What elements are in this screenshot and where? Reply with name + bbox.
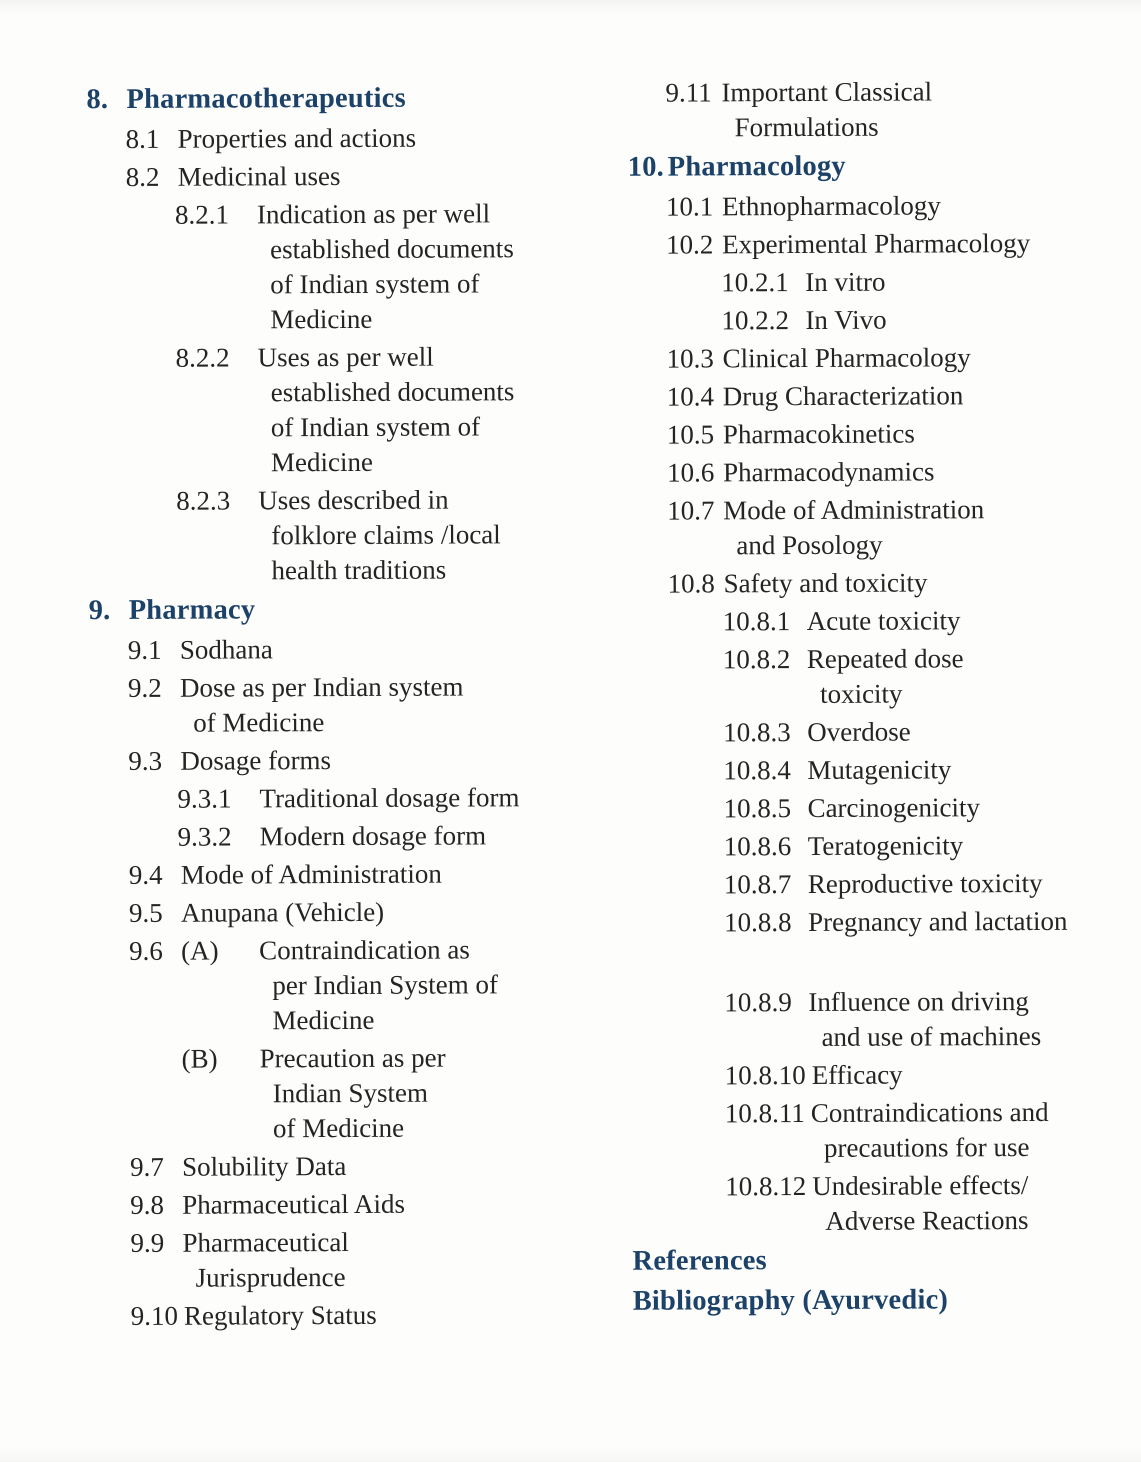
toc-entry [92, 1297, 597, 1334]
entry-text-line: Solubility Data [182, 1150, 347, 1182]
entry-text [723, 565, 1125, 602]
entry-text-line: health traditions [271, 554, 447, 586]
toc-entry [632, 1057, 1128, 1094]
entry-text-line: Indian System [272, 1077, 429, 1109]
toc-entry [90, 856, 595, 893]
entry-text [182, 1148, 596, 1185]
section-heading [89, 591, 594, 628]
toc-entry [90, 932, 595, 1039]
toc-entry [91, 1224, 596, 1296]
entry-text [808, 828, 1127, 864]
entry-text-line: folklore claims /local [271, 519, 501, 551]
entry-text [805, 302, 1124, 338]
toc-entry [629, 565, 1125, 602]
entry-text-line: Influence on driving [808, 986, 1029, 1017]
entry-text [807, 752, 1126, 788]
entry-text-line: of Medicine [193, 707, 325, 738]
toc-entry [87, 120, 592, 157]
entry-text-line: Contraindications and [810, 1096, 1049, 1128]
entry-text-line: of Indian system of [270, 268, 480, 300]
entry-text-line: Medicine [270, 303, 373, 335]
entry-number: 10.2 [666, 229, 714, 260]
entry-text [258, 482, 593, 588]
entry-number: 8.2 [125, 161, 160, 192]
toc-entry [629, 378, 1125, 415]
entry-number: 9.3.1 [177, 783, 232, 814]
entry-number: 8.2.2 [175, 342, 230, 373]
section-title: References [632, 1245, 767, 1277]
toc-entry [631, 828, 1127, 865]
entry-number: 9.3 [128, 745, 163, 776]
entry-number: 9.6 [129, 935, 163, 966]
entry-number: 10.8.12 [725, 1170, 807, 1202]
entry-number: 10.7 [667, 495, 715, 526]
toc-entry [630, 752, 1126, 789]
section-heading [628, 148, 1124, 185]
entry-text-line: Properties and actions [177, 122, 417, 154]
entry-text [807, 714, 1126, 750]
toc-entry [89, 780, 594, 817]
column-gap [631, 942, 1127, 986]
entry-letter-tag: (B) [181, 1043, 218, 1074]
toc-entry [88, 482, 593, 589]
entry-number: 9.11 [665, 77, 712, 108]
toc-entry [89, 669, 594, 741]
entry-letter-tag: (A) [181, 935, 219, 966]
toc-entry [90, 894, 595, 931]
toc-entry [628, 264, 1124, 301]
entry-text-line: Indication as per well [256, 198, 491, 230]
entry-text [723, 378, 1125, 415]
entry-text [811, 1095, 1128, 1166]
entry-text [722, 226, 1124, 263]
entry-number: 9.1 [127, 634, 162, 665]
entry-number: 10.8.2 [722, 644, 791, 675]
section-number: 9. [88, 595, 111, 627]
entry-number: 10.8.5 [723, 793, 792, 824]
toc-entry [629, 416, 1125, 453]
entry-text [257, 196, 593, 337]
entry-text-line: Dosage forms [180, 745, 332, 776]
entry-text-line: Pharmacokinetics [722, 418, 915, 450]
entry-text-line: Pharmacodynamics [722, 456, 935, 488]
section-number: 10. [627, 151, 665, 183]
entry-text [807, 603, 1126, 639]
entry-number: 10.8.8 [723, 907, 792, 938]
toc-entry [632, 1095, 1128, 1167]
entry-text [259, 780, 594, 816]
entry-number: 10.5 [666, 419, 715, 450]
entry-number: 10.2.2 [721, 305, 789, 336]
entry-text [808, 984, 1127, 1055]
entry-text-line: Dose as per Indian system [179, 671, 464, 703]
entry-text [181, 894, 595, 931]
entry-text-line: Uses described in [258, 484, 449, 516]
entry-text-line: Clinical Pharmacology [722, 342, 971, 374]
entry-text-line: Anupana (Vehicle) [180, 896, 385, 928]
entry-text [184, 1297, 597, 1334]
entry-text [181, 856, 595, 893]
entry-text-line: of Indian system of [270, 411, 481, 443]
entry-text [257, 339, 593, 480]
entry-text-line: established documents [270, 376, 515, 408]
entry-number: 10.8.9 [724, 987, 792, 1018]
toc-column-left [86, 76, 596, 1337]
toc-entry [629, 454, 1125, 491]
entry-text-line: Uses as per well [257, 341, 434, 373]
toc-entry [89, 631, 594, 668]
entry-text-line: and Posology [736, 529, 883, 561]
entry-text-line: Undesirable effects/ [812, 1170, 1029, 1201]
entry-number: 9.2 [127, 672, 162, 703]
entry-text-line: Modern dosage form [259, 820, 487, 852]
entry-text [721, 74, 1123, 146]
entry-number: 9.9 [130, 1227, 165, 1258]
entry-text [259, 932, 595, 1038]
toc-entry [631, 866, 1127, 903]
entry-number: 10.8.4 [723, 755, 791, 786]
entry-text [178, 120, 592, 157]
entry-text-line: Medicinal uses [177, 161, 341, 192]
toc-entry [87, 196, 593, 338]
entry-text-line: Precaution as per [259, 1042, 446, 1074]
toc-entry [630, 641, 1126, 713]
section-heading [86, 80, 591, 117]
section-title: Bibliography (Ayurvedic) [632, 1284, 949, 1317]
entry-text [812, 1057, 1128, 1093]
section-heading [632, 1242, 1128, 1279]
entry-text [180, 669, 594, 741]
entry-number: 9.5 [128, 897, 163, 928]
entry-text-line: Teratogenicity [807, 830, 964, 861]
toc-entry [91, 1148, 596, 1185]
entry-text-line: Sodhana [179, 634, 273, 665]
entry-text [812, 1168, 1128, 1239]
entry-text [180, 631, 594, 668]
entry-number: 9.3.2 [177, 821, 232, 852]
toc-entry [628, 188, 1124, 225]
entry-number: 10.4 [666, 381, 715, 412]
toc-entry [631, 984, 1127, 1056]
entry-number: 10.3 [666, 343, 714, 374]
entry-text-line: Traditional dosage form [259, 782, 520, 814]
toc-entry [630, 714, 1126, 751]
section-title: Pharmacology [667, 150, 846, 183]
entry-text-line: toxicity [819, 678, 903, 709]
entry-text [723, 416, 1125, 453]
section-title: Pharmacotherapeutics [126, 82, 406, 115]
entry-text-line: Mutagenicity [807, 754, 952, 785]
entry-number: 8.1 [125, 123, 160, 154]
entry-text-line: Regulatory Status [183, 1299, 377, 1331]
entry-number: 10.8 [667, 568, 715, 599]
toc-column-right [627, 74, 1128, 1324]
section-heading [633, 1282, 1129, 1319]
entry-number: 10.8.3 [723, 717, 791, 748]
entry-number: 8.2.3 [176, 485, 231, 516]
entry-number: 10.6 [666, 457, 715, 488]
entry-text-line: Medicine [270, 446, 374, 478]
entry-number: 10.8.11 [724, 1097, 805, 1129]
entry-number: 10.8.7 [723, 869, 792, 900]
toc-entry [630, 603, 1126, 640]
toc-entry [87, 158, 592, 195]
entry-text-line: In vitro [805, 266, 886, 297]
entry-text [722, 340, 1124, 377]
entry-number: 10.2.1 [721, 267, 789, 298]
entry-text-line: of Medicine [272, 1112, 405, 1144]
entry-text-line: Formulations [734, 111, 879, 143]
entry-text-line: Reproductive toxicity [807, 867, 1043, 899]
entry-text [260, 1040, 596, 1146]
entry-text-line: Contraindication as [259, 934, 470, 966]
entry-text [808, 904, 1127, 940]
entry-text-line: Medicine [272, 1004, 375, 1036]
entry-number: 10.8.10 [724, 1059, 806, 1091]
entry-text-line: Drug Characterization [722, 380, 964, 412]
entry-number: 9.10 [130, 1300, 179, 1331]
toc-entry [628, 226, 1124, 263]
toc-entry [87, 339, 593, 481]
toc-entry [90, 818, 595, 855]
entry-text-line: precautions for use [823, 1132, 1030, 1163]
entry-text-line: per Indian System of [272, 969, 499, 1001]
entry-text [182, 1186, 596, 1223]
entry-text-line: Jurisprudence [195, 1261, 346, 1293]
entry-text-line: and use of machines [821, 1020, 1042, 1052]
entry-text [807, 790, 1126, 826]
toc-entry [91, 1040, 596, 1147]
entry-text [180, 742, 594, 779]
entry-text-line: Acute toxicity [806, 605, 961, 636]
entry-text [808, 866, 1127, 902]
entry-number: 9.7 [130, 1151, 164, 1182]
entry-text [182, 1224, 596, 1296]
entry-text [723, 454, 1125, 491]
entry-text-line: Carcinogenicity [807, 792, 981, 823]
entry-text-line: In Vivo [805, 304, 887, 335]
entry-text-line: Efficacy [811, 1059, 903, 1090]
toc-entry [630, 790, 1126, 827]
entry-text-line: Mode of Administration [180, 858, 442, 890]
entry-text-line: established documents [270, 233, 514, 265]
toc-entry [91, 1186, 596, 1223]
entry-text-line: Mode of Administration [723, 494, 985, 526]
section-title: Pharmacy [128, 594, 256, 626]
entry-text-line: Overdose [807, 716, 911, 747]
toc-entry [628, 340, 1124, 377]
entry-text [723, 492, 1125, 564]
toc-entry [89, 742, 594, 779]
toc-entry [632, 1168, 1128, 1240]
entry-text-line: Pregnancy and lactation [807, 905, 1068, 937]
entry-text-line: Safety and toxicity [723, 567, 928, 599]
entry-text [805, 264, 1124, 300]
entry-text [722, 188, 1124, 225]
entry-text-line: Pharmaceutical Aids [182, 1188, 406, 1220]
section-number: 8. [86, 84, 109, 116]
toc-entry [628, 302, 1124, 339]
entry-number: 10.8.1 [722, 606, 791, 637]
entry-text-line: Repeated dose [806, 643, 964, 674]
toc-entry [627, 74, 1123, 146]
entry-number: 9.4 [128, 859, 163, 890]
toc-entry [629, 492, 1125, 564]
entry-number: 10.1 [665, 191, 714, 222]
entry-number: 9.8 [130, 1189, 165, 1220]
entry-text [807, 641, 1126, 712]
entry-text-line: Adverse Reactions [825, 1205, 1029, 1236]
entry-text-line: Ethnopharmacology [721, 190, 941, 222]
entry-number: 10.8.6 [723, 831, 792, 862]
entry-text-line: Experimental Pharmacology [722, 227, 1031, 260]
entry-text-line: Important Classical [721, 76, 933, 108]
entry-text [178, 158, 592, 195]
entry-text-line: Pharmaceutical [182, 1226, 349, 1258]
entry-number: 8.2.1 [174, 199, 229, 230]
entry-text [260, 818, 595, 854]
toc-entry [631, 904, 1127, 941]
